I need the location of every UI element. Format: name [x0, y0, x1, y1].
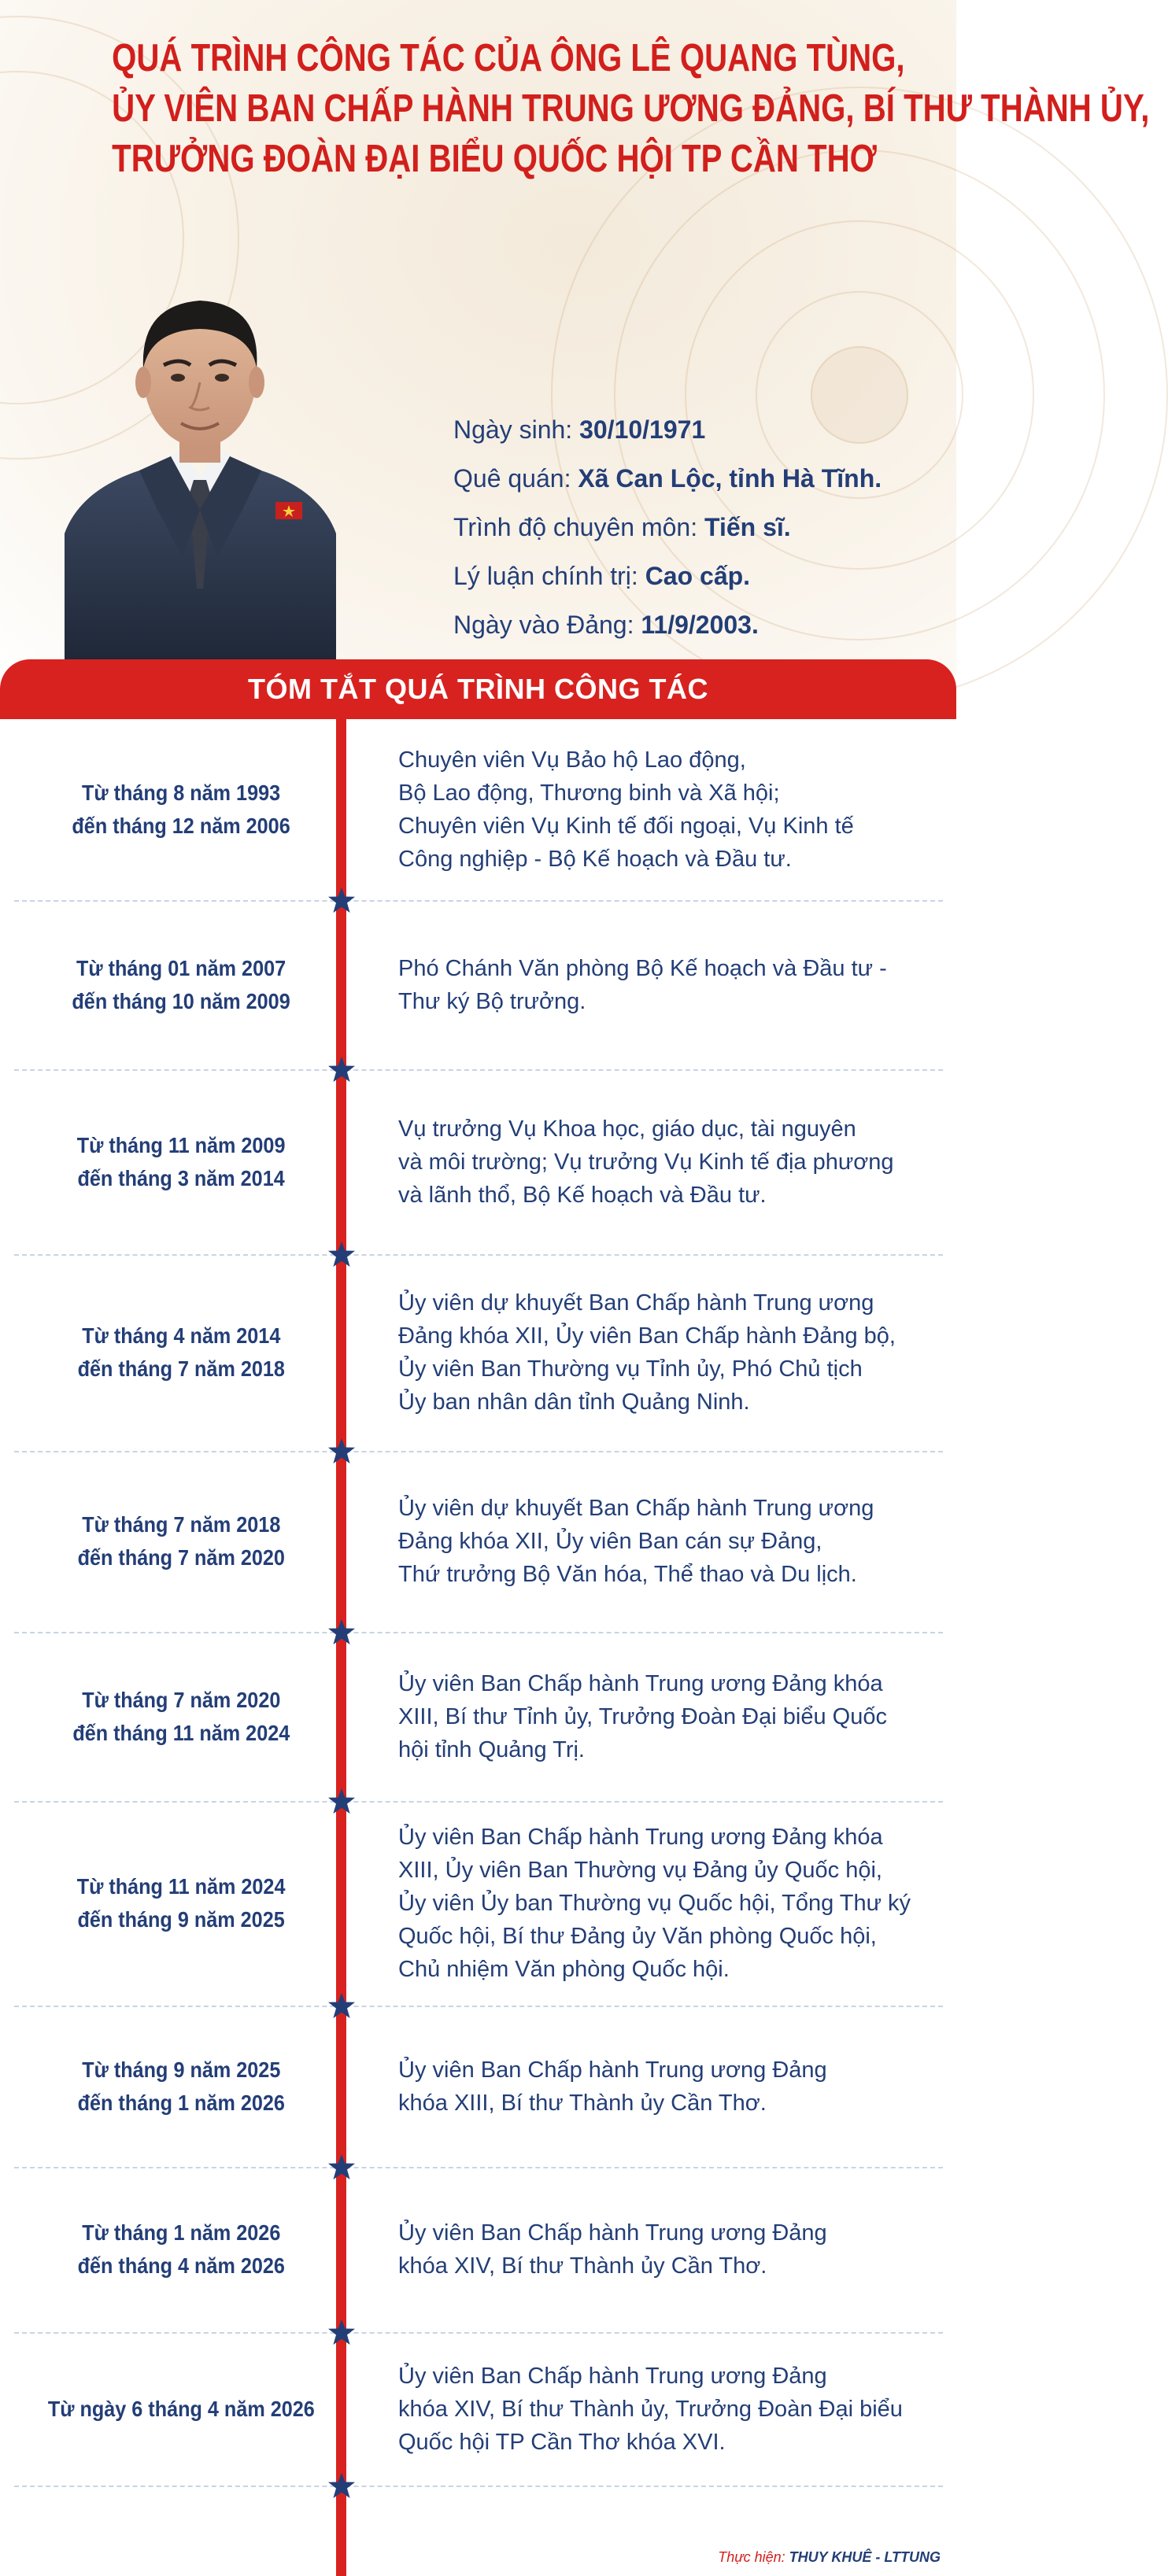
timeline-period-text: Từ tháng 7 năm 2018 đến tháng 7 năm 2020	[77, 1512, 285, 1570]
timeline-description-text: Ủy viên dự khuyết Ban Chấp hành Trung ương Đảng khóa XII, Ủy viên Ban Chấp hành Đảng bộ, Ủy viên Ban Thường vụ Tỉnh ủy, Phó Chủ tịch Ủy ban nhân dân tỉnh Quảng Ninh.	[398, 1290, 896, 1415]
timeline-period-text: Từ tháng 7 năm 2020 đến tháng 11 năm 2024	[72, 1687, 290, 1745]
credit-line	[669, 2543, 941, 2571]
timeline-row	[0, 2167, 956, 2332]
profile-label: Ngày sinh:	[453, 415, 580, 444]
timeline-description	[398, 2167, 941, 2332]
timeline-period	[31, 1069, 331, 1254]
timeline-row	[0, 1632, 956, 1801]
profile-label: Trình độ chuyên môn:	[453, 513, 704, 541]
profile-birth-date	[453, 415, 926, 464]
timeline-description	[398, 1451, 941, 1632]
timeline-description	[398, 1254, 941, 1451]
profile-education	[453, 513, 926, 562]
profile-value: Tiến sĩ.	[704, 513, 791, 541]
timeline-description-text: Ủy viên Ban Chấp hành Trung ương Đảng khóa XIII, Bí thư Tỉnh ủy, Trưởng Đoàn Đại biểu Quốc hội tỉnh Quảng Trị.	[398, 1670, 887, 1762]
timeline-description-text: Vụ trưởng Vụ Khoa học, giáo dục, tài nguyên và môi trường; Vụ trưởng Vụ Kinh tế địa phương và lãnh thổ, Bộ Kế hoạch và Đầu tư.	[398, 1116, 894, 1208]
timeline-row	[0, 719, 956, 900]
portrait-photo	[65, 274, 336, 659]
profile-political-theory	[453, 562, 926, 611]
timeline-period	[31, 900, 331, 1069]
page-title	[112, 33, 1150, 184]
timeline-period-text: Từ tháng 8 năm 1993 đến tháng 12 năm 2006	[72, 781, 290, 838]
title-line: ỦY VIÊN BAN CHẤP HÀNH TRUNG ƯƠNG ĐẢNG, BÍ THƯ THÀNH ỦY,	[112, 87, 1150, 130]
timeline-period-text: Từ tháng 11 năm 2009 đến tháng 3 năm 2014	[76, 1132, 286, 1190]
profile-value: Cao cấp.	[645, 562, 751, 590]
timeline-description	[398, 2332, 941, 2486]
star-icon	[327, 2472, 356, 2499]
timeline-period-text: Từ tháng 1 năm 2026 đến tháng 4 năm 2026	[77, 2220, 285, 2278]
timeline-period-text: Từ tháng 9 năm 2025 đến tháng 1 năm 2026	[77, 2057, 285, 2115]
timeline-period	[31, 2167, 331, 2332]
timeline-description	[398, 900, 941, 1069]
timeline-description-text: Chuyên viên Vụ Bảo hộ Lao động, Bộ Lao động, Thương binh và Xã hội; Chuyên viên Vụ Kinh tế đối ngoại, Vụ Kinh tế Công nghiệp - Bộ Kế hoạch và Đầu tư.	[398, 747, 854, 872]
timeline-row	[0, 1069, 956, 1254]
timeline-period	[31, 719, 331, 900]
timeline-period-text: Từ tháng 01 năm 2007 đến tháng 10 năm 2009	[72, 955, 290, 1013]
title-line: QUÁ TRÌNH CÔNG TÁC CỦA ÔNG LÊ QUANG TÙNG,	[112, 37, 905, 79]
profile-label: Lý luận chính trị:	[453, 562, 645, 590]
timeline-period-text: Từ tháng 11 năm 2024 đến tháng 9 năm 2025	[76, 1874, 286, 1932]
timeline-period	[31, 1801, 331, 2006]
timeline-description-text: Phó Chánh Văn phòng Bộ Kế hoạch và Đầu tư - Thư ký Bộ trưởng.	[398, 955, 887, 1014]
timeline-row	[0, 1254, 956, 1451]
timeline-period	[31, 2006, 331, 2167]
timeline-description	[398, 1632, 941, 1801]
timeline-row	[0, 2006, 956, 2167]
timeline-description-text: Ủy viên Ban Chấp hành Trung ương Đảng khóa XIV, Bí thư Thành ủy, Trưởng Đoàn Đại biểu Quốc hội TP Cần Thơ khóa XVI.	[398, 2363, 903, 2455]
profile-value: Xã Can Lộc, tỉnh Hà Tĩnh.	[578, 464, 882, 493]
profile-info	[453, 415, 926, 659]
section-banner	[0, 659, 956, 719]
timeline-period	[31, 1451, 331, 1632]
timeline-description	[398, 719, 941, 900]
timeline-description	[398, 2006, 941, 2167]
timeline-period-text: Từ tháng 4 năm 2014 đến tháng 7 năm 2018	[77, 1323, 285, 1381]
timeline-description-text: Ủy viên Ban Chấp hành Trung ương Đảng khóa XIII, Ủy viên Ban Thường vụ Đảng ủy Quốc hội, Ủy viên Ủy ban Thường vụ Quốc hội, Tổng Thư ký Quốc hội, Bí thư Đảng ủy Văn phòng Quốc hội, Chủ nhiệm Văn phòng Quốc hội.	[398, 1825, 911, 1982]
profile-party-date	[453, 611, 926, 659]
timeline-description-text: Ủy viên Ban Chấp hành Trung ương Đảng khóa XIV, Bí thư Thành ủy Cần Thơ.	[398, 2220, 827, 2279]
profile-hometown	[453, 464, 926, 513]
profile-value: 11/9/2003.	[641, 611, 759, 639]
timeline-row	[0, 1801, 956, 2006]
profile-label: Quê quán:	[453, 464, 578, 493]
timeline-period	[31, 2332, 331, 2486]
timeline-period	[31, 1632, 331, 1801]
profile-label: Ngày vào Đảng:	[453, 611, 641, 639]
credit-label: Thực hiện:	[718, 2549, 789, 2565]
timeline-period	[31, 1254, 331, 1451]
section-title: TÓM TẮT QUÁ TRÌNH CÔNG TÁC	[248, 673, 708, 705]
timeline-row	[0, 2332, 956, 2486]
profile-value: 30/10/1971	[579, 415, 706, 444]
title-line: TRƯỞNG ĐOÀN ĐẠI BIỂU QUỐC HỘI TP CẦN THƠ	[112, 138, 877, 180]
header-section	[0, 0, 1150, 692]
timeline-description	[398, 1069, 941, 1254]
timeline-description-text: Ủy viên Ban Chấp hành Trung ương Đảng khóa XIII, Bí thư Thành ủy Cần Thơ.	[398, 2057, 827, 2116]
credit-value: THUY KHUÊ - LTTUNG	[789, 2549, 941, 2565]
timeline-divider	[14, 2486, 943, 2487]
timeline-period-text: Từ ngày 6 tháng 4 năm 2026	[47, 2396, 315, 2421]
timeline-row	[0, 1451, 956, 1632]
timeline-row	[0, 900, 956, 1069]
timeline-description	[398, 1801, 941, 2006]
timeline-description-text: Ủy viên dự khuyết Ban Chấp hành Trung ương Đảng khóa XII, Ủy viên Ban cán sự Đảng, Thứ trưởng Bộ Văn hóa, Thể thao và Du lịch.	[398, 1496, 874, 1587]
